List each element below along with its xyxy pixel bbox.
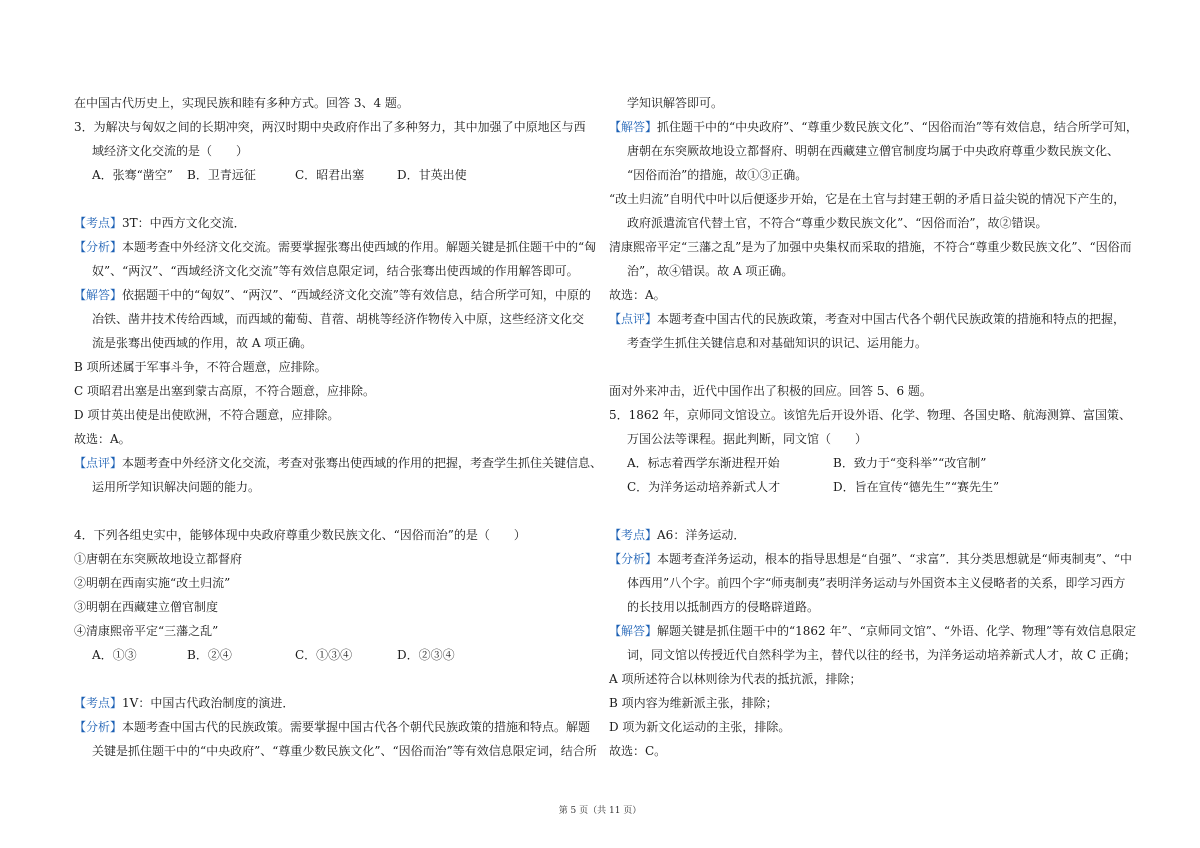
q5-option-c: C．为洋务运动培养新式人才 — [627, 480, 781, 494]
q3-answer: 故选：A。 — [74, 432, 131, 446]
q5-jieda-line2: 词，同文馆以传授近代自然科学为主，替代以往的经书，为洋务运动培养新式人才，故 C 正确； — [627, 648, 1136, 662]
fenxi-tag: 【分析】 — [74, 720, 123, 734]
q5-jieda: 【解答】解题关键是抓住题干中的“1862 年”、“京师同文馆”、“外语、化学、物理”等有效信息限定 — [609, 624, 1137, 638]
kaodian-tag: 【考点】 — [609, 528, 658, 542]
q4-item-1: ①唐朝在东突厥故地设立都督府 — [74, 552, 243, 566]
q3-option-d: D．甘英出使 — [397, 168, 467, 182]
q5-stem-line2: 万国公法等课程。据此判断，同文馆（ ） — [627, 432, 868, 446]
q5-option-a-note: A 项所述符合以林则徐为代表的抵抗派，排除； — [609, 672, 862, 686]
q3-jieda-line2: 冶铁、凿井技术传给西域，而西域的葡萄、苜蓿、胡桃等经济作物传入中原，这些经济文化交 — [92, 312, 585, 326]
q5-fenxi-line3: 的长技用以抵制西方的侵略辟道路。 — [627, 600, 820, 614]
q3-kaodian: 【考点】3T：中西方文化交流． — [74, 216, 246, 230]
q4-stem: 4．下列各组史实中，能够体现中央政府尊重少数民族文化、“因俗而治”的是（ ） — [74, 528, 526, 542]
q3-option-b-note: B 项所述属于军事斗争，不符合题意，应排除。 — [74, 360, 327, 374]
q4-gaitu-note: “改土归流”自明代中叶以后便逐步开始，它是在土官与封建王朝的矛盾日益尖锐的情况下产生的， — [609, 192, 1126, 206]
q5-option-a: A．标志着西学东渐进程开始 — [627, 456, 780, 470]
q3-jieda-line3: 流是张骞出使西域的作用，故 A 项正确。 — [92, 336, 313, 350]
q4-option-b: B．②④ — [187, 648, 232, 662]
q4-fenxi-line2: 关键是抓住题干中的“中央政府”、“尊重少数民族文化”、“因俗而治”等有效信息限定词，结合所 — [92, 744, 597, 758]
q5-option-b: B．致力于“变科举”“改官制” — [833, 456, 987, 470]
q4-option-c: C．①③④ — [295, 648, 353, 662]
fenxi-tag: 【分析】 — [609, 552, 658, 566]
q3-stem-line1: 3．为解决与匈奴之间的长期冲突，两汉时期中央政府作出了多种努力，其中加强了中原地区与西 — [74, 120, 586, 134]
jieda-tag: 【解答】 — [74, 288, 123, 302]
q4-gaitu-note-line2: 政府派遣流官代替土官，不符合“尊重少数民族文化”、“因俗而治”，故②错误。 — [627, 216, 1048, 230]
q4-item-4: ④清康熙帝平定“三藩之乱” — [74, 624, 219, 638]
q4-kaodian: 【考点】1V：中国古代政治制度的演进． — [74, 696, 295, 710]
q3-option-d-note: D 项甘英出使是出使欧洲，不符合题意，应排除。 — [74, 408, 340, 422]
q4-item-3: ③明朝在西藏建立僧官制度 — [74, 600, 219, 614]
q5-option-d: D．旨在宣传“德先生”“赛先生” — [833, 480, 1000, 494]
q4-kangxi-note-line2: 治”，故④错误。故 A 项正确。 — [627, 264, 794, 278]
q5-option-b-note: B 项内容为维新派主张，排除； — [609, 696, 778, 710]
q5-fenxi-line2: 体西用”八个字。前四个字“师夷制夷”表明洋务运动与外国资本主义侵略者的关系，即学习西方 — [627, 576, 1126, 590]
q5-kaodian: 【考点】A6：洋务运动． — [609, 528, 746, 542]
q4-option-d: D．②③④ — [397, 648, 455, 662]
page-footer: 第 5 页（共 11 页） — [558, 806, 642, 816]
q3-jieda: 【解答】依据题干中的“匈奴”、“两汉”、“西域经济文化交流”等有效信息，结合所学可知，中原的 — [74, 288, 591, 302]
q3-dianping: 【点评】本题考查中外经济文化交流，考查对张骞出使西域的作用的把握，考查学生抓住关键信息、 — [74, 456, 603, 470]
q4-answer: 故选：A。 — [609, 288, 666, 302]
section-intro-2: 面对外来冲击，近代中国作出了积极的回应。回答 5、6 题。 — [609, 384, 932, 398]
q3-stem-line2: 域经济文化交流的是（ ） — [92, 144, 249, 158]
q4-kangxi-note: 清康熙帝平定“三藩之乱”是为了加强中央集权而采取的措施，不符合“尊重少数民族文化”、“因俗而 — [609, 240, 1132, 254]
q3-option-c-note: C 项昭君出塞是出塞到蒙古高原，不符合题意，应排除。 — [74, 384, 375, 398]
q5-answer: 故选：C。 — [609, 744, 667, 758]
q3-dianping-line2: 运用所学知识解决问题的能力。 — [92, 480, 261, 494]
q3-option-b: B．卫青远征 — [187, 168, 256, 182]
q4-option-a: A．①③ — [92, 648, 137, 662]
q5-stem-line1: 5．1862 年，京师同文馆设立。该馆先后开设外语、化学、物理、各国史略、航海测算、富国策、 — [609, 408, 1131, 422]
fenxi-tag: 【分析】 — [74, 240, 123, 254]
dianping-tag: 【点评】 — [609, 312, 658, 326]
q4-jieda-line2: 唐朝在东突厥故地设立都督府、明朝在西藏建立僧官制度均属于中央政府尊重少数民族文化、 — [627, 144, 1120, 158]
jieda-tag: 【解答】 — [609, 624, 658, 638]
q3-option-a: A．张骞“凿空” — [92, 168, 173, 182]
q3-fenxi-line2: 奴”、“两汉”、“西域经济文化交流”等有效信息限定词，结合张骞出使西域的作用解答即可。 — [92, 264, 579, 278]
q3-option-c: C．昭君出塞 — [295, 168, 365, 182]
q4-dianping-line2: 考查学生抓住关键信息和对基础知识的识记、运用能力。 — [627, 336, 928, 350]
q4-fenxi-line3: 学知识解答即可。 — [627, 96, 724, 110]
q3-fenxi: 【分析】本题考查中外经济文化交流。需要掌握张骞出使西域的作用。解题关键是抓住题干中的“匈 — [74, 240, 597, 254]
q5-fenxi: 【分析】本题考查洋务运动，根本的指导思想是“自强”、“求富”．其分类思想就是“师夷制夷”、“中 — [609, 552, 1132, 566]
kaodian-tag: 【考点】 — [74, 696, 123, 710]
q4-fenxi: 【分析】本题考查中国古代的民族政策。需要掌握中国古代各个朝代民族政策的措施和特点。解题 — [74, 720, 591, 734]
dianping-tag: 【点评】 — [74, 456, 123, 470]
kaodian-tag: 【考点】 — [74, 216, 123, 230]
q4-jieda: 【解答】抓住题干中的“中央政府”、“尊重少数民族文化”、“因俗而治”等有效信息，结合所学可知， — [609, 120, 1138, 134]
q4-dianping: 【点评】本题考查中国古代的民族政策，考查对中国古代各个朝代民族政策的措施和特点的把握， — [609, 312, 1126, 326]
q4-jieda-line3: “因俗而治”的措施，故①③正确。 — [627, 168, 808, 182]
jieda-tag: 【解答】 — [609, 120, 658, 134]
q5-option-d-note: D 项为新文化运动的主张，排除。 — [609, 720, 791, 734]
section-intro: 在中国古代历史上，实现民族和睦有多种方式。回答 3、4 题。 — [74, 96, 409, 110]
q4-item-2: ②明朝在西南实施“改土归流” — [74, 576, 231, 590]
